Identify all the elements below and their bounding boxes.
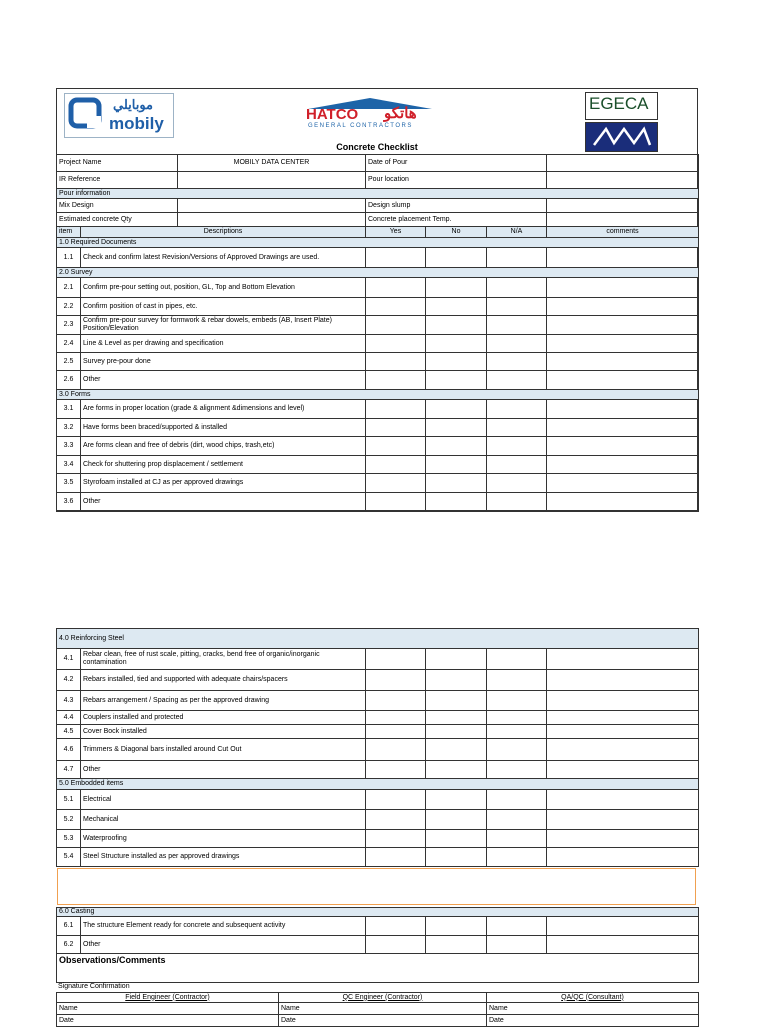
no-cell[interactable] [426,936,487,954]
yes-cell[interactable] [366,419,426,437]
checklist-row [57,761,699,779]
item-description: Styrofoam installed at CJ as per approved drawings [81,474,366,493]
no-cell[interactable] [426,917,487,936]
no-cell[interactable] [426,848,487,867]
yes-cell[interactable] [366,936,426,954]
comments-cell[interactable] [547,761,699,779]
item-number: 2.6 [57,371,81,390]
na-cell[interactable] [487,298,547,316]
comments-cell[interactable] [547,739,699,761]
comments-cell[interactable] [547,371,699,390]
date-of-pour-label: Date of Pour [366,155,547,172]
comments-cell[interactable] [547,316,699,335]
field-engineer-name-field[interactable] [57,1003,279,1015]
no-cell[interactable] [426,371,487,390]
comments-cell[interactable] [547,691,699,711]
checklist-row [57,437,699,456]
item-description: Rebars arrangement / Spacing as per the approved drawing [81,691,366,711]
yes-cell[interactable] [366,830,426,848]
item-number: 3.5 [57,474,81,493]
observations-label: Observations/Comments [59,955,166,965]
checklist-row [57,248,699,268]
pour-information-header: Pour information [57,189,699,199]
no-cell[interactable] [426,335,487,353]
yes-cell[interactable] [366,493,426,512]
item-description: Other [81,493,366,512]
hatco-subtitle: GENERAL CONTRACTORS [308,123,413,129]
yes-cell[interactable] [366,711,426,725]
no-cell[interactable] [426,830,487,848]
checklist-row [57,335,699,353]
checklist-row [57,419,699,437]
yes-cell[interactable] [366,335,426,353]
na-cell[interactable] [487,493,547,512]
signature-confirmation-label: Signature Confirmation [58,983,130,990]
item-description: Trimmers & Diagonal bars installed around Cut Out [81,739,366,761]
checklist-table-casting [56,907,699,983]
na-cell[interactable] [487,248,547,268]
checklist-row [57,810,699,830]
date-of-pour-field[interactable] [547,155,699,172]
yes-cell[interactable] [366,691,426,711]
checklist-table-page2 [56,628,699,867]
na-cell[interactable] [487,936,547,954]
project-name-label: Project Name [57,155,178,172]
comments-cell[interactable] [547,400,699,419]
project-name-value[interactable]: MOBILY DATA CENTER [178,155,366,172]
item-description: Are forms clean and free of debris (dirt, wood chips, trash,etc) [81,437,366,456]
no-cell[interactable] [426,670,487,691]
no-cell[interactable] [426,248,487,268]
item-number: 4.4 [57,711,81,725]
no-cell[interactable] [426,474,487,493]
name-label: Name [59,1004,78,1012]
yes-cell[interactable] [366,456,426,474]
item-description: Steel Structure installed as per approved drawings [81,848,366,867]
design-slump-label: Design slump [366,199,547,213]
comments-cell[interactable] [547,335,699,353]
pour-location-field[interactable] [547,172,699,189]
item-description: Check for shuttering prop displacement / settlement [81,456,366,474]
item-number: 5.1 [57,790,81,810]
checklist-row [57,456,699,474]
item-number: 3.6 [57,493,81,512]
mobily-arabic-text: موبايلي [113,97,154,112]
no-cell[interactable] [426,493,487,512]
section-header-casting: 6.0 Casting [57,908,699,917]
checklist-row [57,278,699,298]
no-cell[interactable] [426,810,487,830]
checklist-row [57,691,699,711]
no-cell[interactable] [426,739,487,761]
yes-cell[interactable] [366,474,426,493]
checklist-row [57,725,699,739]
item-number: 4.6 [57,739,81,761]
signature-table [56,992,699,1027]
na-cell[interactable] [487,456,547,474]
na-cell[interactable] [487,371,547,390]
qc-engineer-name-field[interactable] [279,1003,487,1015]
qc-engineer-header: QC Engineer (Contractor) [279,993,487,1003]
comments-cell[interactable] [547,474,699,493]
design-slump-field[interactable] [547,199,699,213]
comments-cell[interactable] [547,437,699,456]
highlighted-blank-box[interactable] [57,868,696,905]
item-description: Are forms in proper location (grade & alignment &dimensions and level) [81,400,366,419]
comments-cell[interactable] [547,248,699,268]
item-number: 2.1 [57,278,81,298]
no-cell[interactable] [426,790,487,810]
na-cell[interactable] [487,761,547,779]
comments-cell[interactable] [547,670,699,691]
column-header-item: item [57,227,81,238]
yes-cell[interactable] [366,248,426,268]
item-description: Couplers installed and protected [81,711,366,725]
mix-design-field[interactable] [178,199,366,213]
estimated-qty-label: Estimated concrete Qty [57,213,178,227]
item-description: Other [81,936,366,954]
na-cell[interactable] [487,649,547,670]
yes-cell[interactable] [366,371,426,390]
item-description: The structure Element ready for concrete and subsequent activity [81,917,366,936]
egeca-logo-text: EGECA [589,94,649,113]
mobily-logo-text: mobily [109,114,164,133]
comments-cell[interactable] [547,649,699,670]
item-description: Other [81,761,366,779]
na-cell[interactable] [487,711,547,725]
name-label: Name [281,1004,300,1012]
item-number: 2.5 [57,353,81,371]
yes-cell[interactable] [366,725,426,739]
comments-cell[interactable] [547,848,699,867]
checklist-row [57,830,699,848]
comments-cell[interactable] [547,830,699,848]
checklist-row [57,848,699,867]
no-cell[interactable] [426,725,487,739]
yes-cell[interactable] [366,810,426,830]
na-cell[interactable] [487,739,547,761]
mobily-logo [64,93,174,138]
qa-qc-date-field[interactable] [487,1015,699,1027]
no-cell[interactable] [426,419,487,437]
no-cell[interactable] [426,761,487,779]
item-description: Rebar clean, free of rust scale, pitting, cracks, bend free of organic/inorganic contamination [81,649,366,670]
yes-cell[interactable] [366,670,426,691]
item-number: 6.2 [57,936,81,954]
comments-cell[interactable] [547,493,699,512]
egeca-logo [585,92,658,120]
item-number: 5.3 [57,830,81,848]
na-cell[interactable] [487,830,547,848]
item-number: 1.1 [57,248,81,268]
yes-cell[interactable] [366,278,426,298]
na-cell[interactable] [487,353,547,371]
checklist-row [57,670,699,691]
item-number: 5.2 [57,810,81,830]
no-cell[interactable] [426,353,487,371]
item-number: 3.4 [57,456,81,474]
section-header-forms: 3.0 Forms [57,390,699,400]
comments-cell[interactable] [547,790,699,810]
yes-cell[interactable] [366,400,426,419]
comments-cell[interactable] [547,810,699,830]
qc-engineer-date-field[interactable] [279,1015,487,1027]
no-cell[interactable] [426,691,487,711]
comments-cell[interactable] [547,711,699,725]
item-description: Waterproofing [81,830,366,848]
na-cell[interactable] [487,474,547,493]
yes-cell[interactable] [366,848,426,867]
comments-cell[interactable] [547,917,699,936]
comments-cell[interactable] [547,278,699,298]
checklist-table-page1 [56,226,699,512]
date-label: Date [59,1016,74,1024]
field-engineer-date-field[interactable] [57,1015,279,1027]
checklist-row [57,371,699,390]
column-header-no: No [426,227,487,238]
project-info-table [56,154,699,227]
item-number: 3.1 [57,400,81,419]
item-number: 3.3 [57,437,81,456]
checklist-row [57,711,699,725]
na-cell[interactable] [487,790,547,810]
item-number: 2.2 [57,298,81,316]
item-description: Have forms been braced/supported & installed [81,419,366,437]
item-number: 4.5 [57,725,81,739]
hatco-arabic-text: هاتكو [384,105,417,122]
checklist-row [57,298,699,316]
no-cell[interactable] [426,298,487,316]
checklist-row [57,739,699,761]
checklist-row [57,316,699,335]
date-label: Date [489,1016,504,1024]
comments-cell[interactable] [547,419,699,437]
yes-cell[interactable] [366,790,426,810]
na-cell[interactable] [487,725,547,739]
section-header-required-documents: 1.0 Required Documents [57,238,699,248]
section-header-survey: 2.0 Survey [57,268,699,278]
qa-qc-name-field[interactable] [487,1003,699,1015]
yes-cell[interactable] [366,298,426,316]
na-cell[interactable] [487,670,547,691]
item-number: 4.3 [57,691,81,711]
column-header-comments: comments [547,227,699,238]
checklist-row [57,353,699,371]
item-number: 4.2 [57,670,81,691]
yes-cell[interactable] [366,437,426,456]
yes-cell[interactable] [366,316,426,335]
estimated-qty-field[interactable] [178,213,366,227]
checklist-row [57,790,699,810]
comments-cell[interactable] [547,353,699,371]
yes-cell[interactable] [366,353,426,371]
column-header-descriptions: Descriptions [81,227,366,238]
checklist-row [57,493,699,512]
item-description: Confirm pre-pour survey for formwork & rebar dowels, embeds (AB, Insert Plate) Position/Elevation [81,316,366,335]
item-number: 4.7 [57,761,81,779]
na-cell[interactable] [487,437,547,456]
checklist-row [57,400,699,419]
placement-temp-label: Concrete placement Temp. [366,213,547,227]
checklist-row [57,936,699,954]
ir-reference-field[interactable] [178,172,366,189]
yes-cell[interactable] [366,739,426,761]
item-description: Check and confirm latest Revision/Versions of Approved Drawings are used. [81,248,366,268]
checklist-row [57,474,699,493]
ir-reference-label: IR Reference [57,172,178,189]
item-number: 4.1 [57,649,81,670]
column-header-yes: Yes [366,227,426,238]
yes-cell[interactable] [366,761,426,779]
page-title: Concrete Checklist [336,142,418,152]
na-cell[interactable] [487,917,547,936]
observations-comments-field[interactable] [57,954,699,983]
date-label: Date [281,1016,296,1024]
checklist-row [57,917,699,936]
placement-temp-field[interactable] [547,213,699,227]
yes-cell[interactable] [366,917,426,936]
na-cell[interactable] [487,419,547,437]
hatco-logo [300,96,440,132]
item-number: 2.4 [57,335,81,353]
item-number: 3.2 [57,419,81,437]
na-cell[interactable] [487,848,547,867]
qa-qc-header: QA/QC (Consultant) [487,993,699,1003]
comments-cell[interactable] [547,936,699,954]
na-cell[interactable] [487,810,547,830]
section-header-reinforcing-steel: 4.0 Reinforcing Steel [57,629,699,649]
no-cell[interactable] [426,316,487,335]
item-description: Other [81,371,366,390]
item-description: Confirm pre-pour setting out, position, GL, Top and Bottom Elevation [81,278,366,298]
checklist-row [57,649,699,670]
item-description: Mechanical [81,810,366,830]
item-number: 5.4 [57,848,81,867]
na-cell[interactable] [487,400,547,419]
item-description: Rebars installed, tied and supported with adequate chairs/spacers [81,670,366,691]
item-number: 6.1 [57,917,81,936]
hatco-logo-text: HATCO [306,106,359,123]
mix-design-label: Mix Design [57,199,178,213]
no-cell[interactable] [426,437,487,456]
field-engineer-header: Field Engineer (Contractor) [57,993,279,1003]
no-cell[interactable] [426,649,487,670]
no-cell[interactable] [426,456,487,474]
section-header-embedded-items: 5.0 Embodded items [57,779,699,790]
na-cell[interactable] [487,278,547,298]
item-description: Cover Bock installed [81,725,366,739]
na-cell[interactable] [487,691,547,711]
column-header-na: N/A [487,227,547,238]
item-number: 2.3 [57,316,81,335]
no-cell[interactable] [426,400,487,419]
name-label: Name [489,1004,508,1012]
item-description: Line & Level as per drawing and specification [81,335,366,353]
no-cell[interactable] [426,278,487,298]
no-cell[interactable] [426,711,487,725]
item-description: Survey pre-pour done [81,353,366,371]
item-description: Confirm position of cast in pipes, etc. [81,298,366,316]
item-description: Electrical [81,790,366,810]
pour-location-label: Pour location [366,172,547,189]
na-cell[interactable] [487,335,547,353]
yes-cell[interactable] [366,649,426,670]
na-cell[interactable] [487,316,547,335]
comments-cell[interactable] [547,298,699,316]
comments-cell[interactable] [547,725,699,739]
comments-cell[interactable] [547,456,699,474]
